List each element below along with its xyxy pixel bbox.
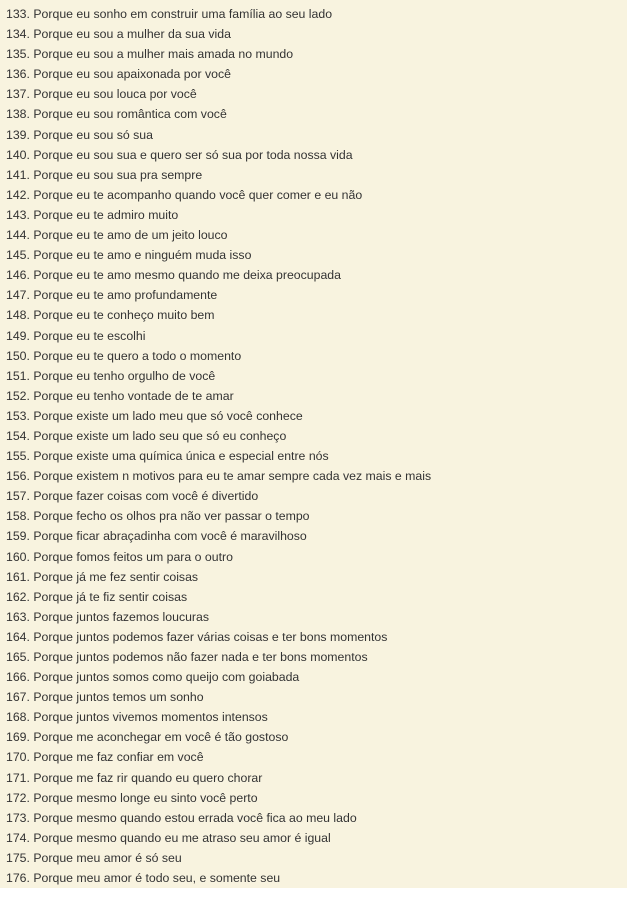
list-item: 135. Porque eu sou a mulher mais amada no mundo <box>6 47 294 62</box>
list-item: 173. Porque mesmo quando estou errada você fica ao meu lado <box>6 810 357 825</box>
list-item: 146. Porque eu te amo mesmo quando me deixa preocupada <box>6 268 341 283</box>
list-item: 157. Porque fazer coisas com você é divertido <box>6 489 259 504</box>
list-item: 161. Porque já me fez sentir coisas <box>6 569 199 584</box>
list-item: 137. Porque eu sou louca por você <box>6 87 197 102</box>
list-item: 175. Porque meu amor é só seu <box>6 850 182 865</box>
list-item: 141. Porque eu sou sua pra sempre <box>6 167 203 182</box>
list-item: 151. Porque eu tenho orgulho de você <box>6 368 216 383</box>
list-item: 165. Porque juntos podemos não fazer nada e ter bons momentos <box>6 650 368 664</box>
list-item: 158. Porque fecho os olhos pra não ver passar o tempo <box>6 509 310 524</box>
list-item: 155. Porque existe uma química única e especial entre nós <box>6 449 329 464</box>
list-item: 162. Porque já te fiz sentir coisas <box>6 589 188 604</box>
list-item: 133. Porque eu sonho em construir uma família ao seu lado <box>6 7 333 21</box>
list-item: 145. Porque eu te amo e ninguém muda isso <box>6 248 252 263</box>
list-item: 174. Porque mesmo quando eu me atraso seu amor é igual <box>6 830 331 845</box>
list-item: 142. Porque eu te acompanho quando você quer comer e eu não <box>6 187 363 202</box>
list-item: 147. Porque eu te amo profundamente <box>6 288 218 303</box>
list-item: 159. Porque ficar abraçadinha com você é maravilhoso <box>6 529 307 544</box>
list-item: 169. Porque me aconchegar em você é tão gostoso <box>6 730 289 745</box>
list-item: 143. Porque eu te admiro muito <box>6 207 179 222</box>
list-item: 149. Porque eu te escolhi <box>6 328 146 343</box>
list-item: 160. Porque fomos feitos um para o outro <box>6 549 233 564</box>
list-item: 138. Porque eu sou romântica com você <box>6 107 227 122</box>
list-item: 176. Porque meu amor é todo seu, e somente seu <box>6 871 281 886</box>
list-item: 150. Porque eu te quero a todo o momento <box>6 348 242 363</box>
list-item: 156. Porque existem n motivos para eu te amar sempre cada vez mais e mais <box>6 469 432 484</box>
list-item: 171. Porque me faz rir quando eu quero chorar <box>6 770 263 785</box>
list-item: 170. Porque me faz confiar em você <box>6 750 204 765</box>
list-item: 154. Porque existe um lado seu que só eu conheço <box>6 428 287 443</box>
list-item: 172. Porque mesmo longe eu sinto você perto <box>6 790 258 805</box>
list-item: 153. Porque existe um lado meu que só você conhece <box>6 408 303 423</box>
list-item: 148. Porque eu te conheço muito bem <box>6 308 215 323</box>
list-item: 164. Porque juntos podemos fazer várias coisas e ter bons momentos <box>6 629 388 644</box>
list-item: 136. Porque eu sou apaixonada por você <box>6 67 231 82</box>
list-item: 140. Porque eu sou sua e quero ser só sua por toda nossa vida <box>6 147 353 162</box>
numbered-list <box>0 4 627 888</box>
list-item: 163. Porque juntos fazemos loucuras <box>6 609 210 624</box>
list-item: 144. Porque eu te amo de um jeito louco <box>6 228 228 243</box>
list-item: 167. Porque juntos temos um sonho <box>6 690 204 705</box>
list-item: 139. Porque eu sou só sua <box>6 127 153 142</box>
list-item: 166. Porque juntos somos como queijo com goiabada <box>6 670 300 685</box>
list-item: 168. Porque juntos vivemos momentos intensos <box>6 710 268 725</box>
list-item: 134. Porque eu sou a mulher da sua vida <box>6 27 231 42</box>
list-item: 152. Porque eu tenho vontade de te amar <box>6 388 234 403</box>
